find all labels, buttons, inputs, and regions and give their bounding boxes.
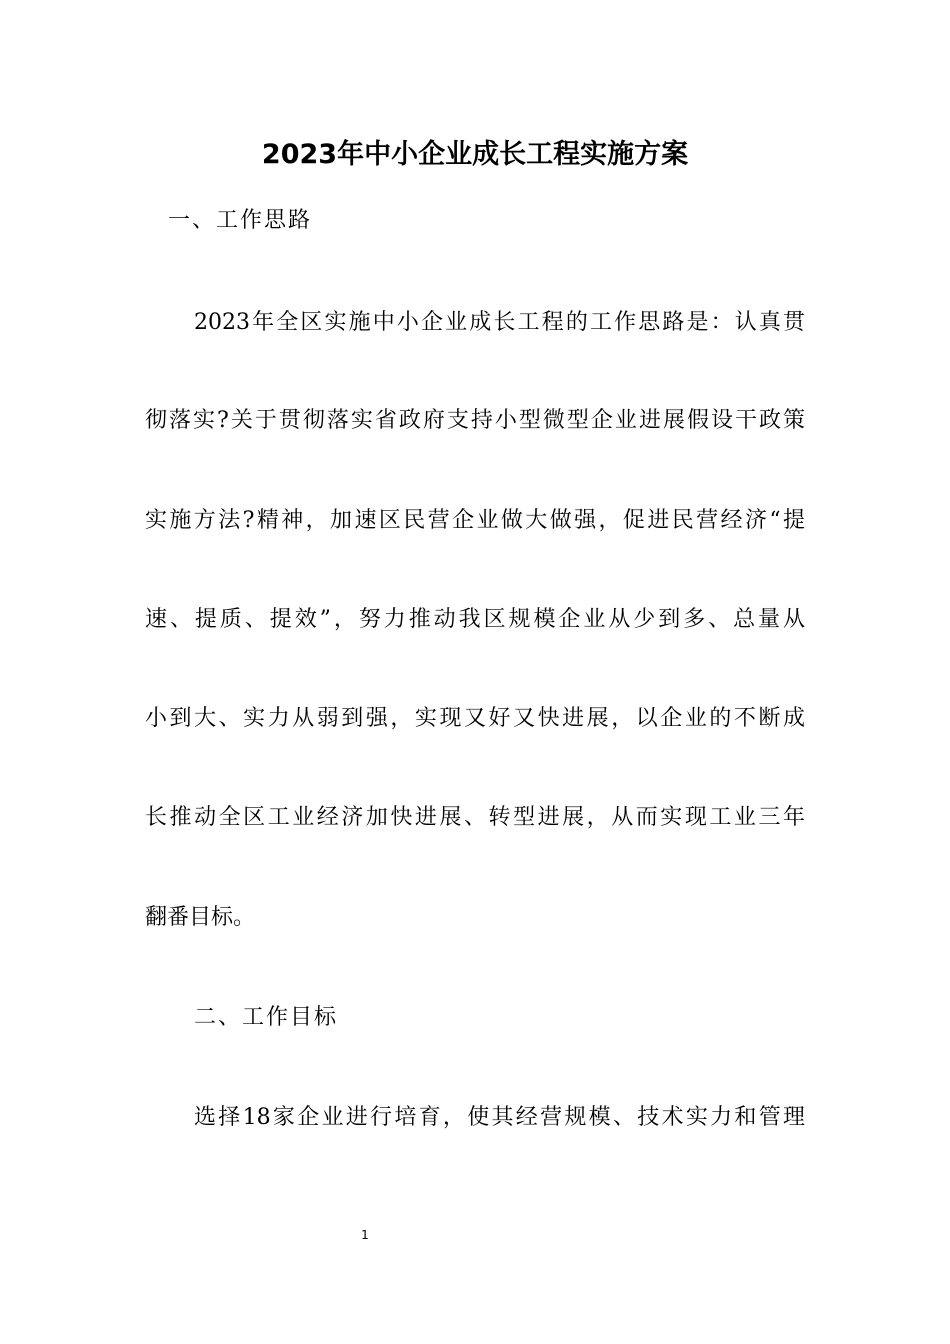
paragraph-line: 实施方法?精神，加速区民营企业做大做强，促进民营经济“提 [145,508,805,533]
paragraph-line: 翻番目标。 [145,905,256,930]
section-heading-work-approach: 一、工作思路 [168,208,313,233]
document-title: 2023年中小企业成长工程实施方案 [261,139,689,170]
paragraph-line: 2023年全区实施中小企业成长工程的工作思路是：认真贯 [194,310,805,335]
section-heading-work-goals: 二、工作目标 [194,1005,339,1030]
paragraph-line: 选择18家企业进行培育，使其经营规模、技术实力和管理 [194,1105,805,1130]
paragraph-line: 彻落实?关于贯彻落实省政府支持小型微型企业进展假设干政策 [145,408,805,433]
paragraph-line: 速、提质、提效”，努力推动我区规模企业从少到多、总量从 [145,607,805,632]
paragraph-line: 小到大、实力从弱到强，实现又好又快进展，以企业的不断成 [145,706,805,731]
page-number: 1 [361,1228,369,1242]
paragraph-line: 长推动全区工业经济加快进展、转型进展，从而实现工业三年 [145,805,805,830]
